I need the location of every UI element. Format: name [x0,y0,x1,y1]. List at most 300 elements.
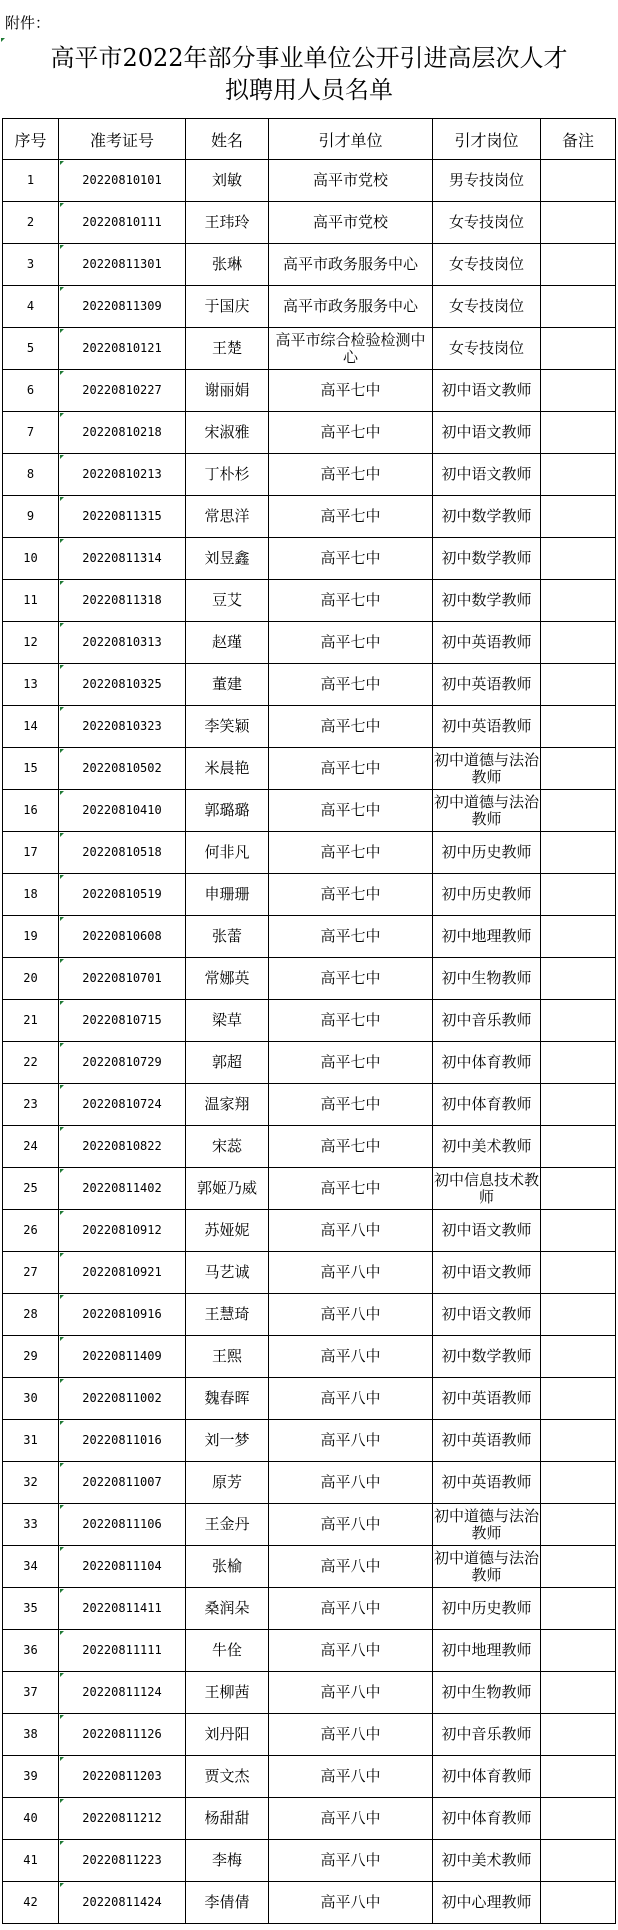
table-row [3,580,616,622]
person-name: 刘一梦 [186,1420,269,1462]
table-row [3,790,616,832]
exam-id: 20220811223 [59,1840,186,1882]
note [541,1294,616,1336]
post-name: 初中生物教师 [433,958,541,1000]
exam-id: 20220810822 [59,1126,186,1168]
note [541,706,616,748]
row-number: 26 [3,1210,59,1252]
post-name: 初中音乐教师 [433,1714,541,1756]
post-name: 女专技岗位 [433,286,541,328]
note [541,328,616,370]
unit-name: 高平七中 [269,454,433,496]
table-row [3,1756,616,1798]
unit-name: 高平七中 [269,832,433,874]
post-name: 女专技岗位 [433,328,541,370]
unit-name: 高平八中 [269,1630,433,1672]
note [541,1798,616,1840]
exam-id: 20220810325 [59,664,186,706]
exam-id: 20220811315 [59,496,186,538]
unit-name: 高平八中 [269,1798,433,1840]
note [541,1756,616,1798]
exam-id: 20220810921 [59,1252,186,1294]
exam-id: 20220810218 [59,412,186,454]
person-name: 于国庆 [186,286,269,328]
post-name: 女专技岗位 [433,202,541,244]
table-row [3,1882,616,1924]
post-name: 初中道德与法治教师 [433,1504,541,1546]
document-title [0,42,618,106]
row-number: 9 [3,496,59,538]
person-name: 马艺诚 [186,1252,269,1294]
table-row [3,1378,616,1420]
row-number: 22 [3,1042,59,1084]
unit-name: 高平八中 [269,1840,433,1882]
exam-id: 20220811411 [59,1588,186,1630]
exam-id: 20220811126 [59,1714,186,1756]
post-name: 初中英语教师 [433,1420,541,1462]
person-name: 谢丽娟 [186,370,269,412]
exam-id: 20220811002 [59,1378,186,1420]
person-name: 贾文杰 [186,1756,269,1798]
note [541,160,616,202]
note [541,664,616,706]
table-row [3,832,616,874]
person-name: 魏春晖 [186,1378,269,1420]
row-number: 13 [3,664,59,706]
row-number: 19 [3,916,59,958]
exam-id: 20220811402 [59,1168,186,1210]
table-row [3,1336,616,1378]
exam-id: 20220811409 [59,1336,186,1378]
row-number: 30 [3,1378,59,1420]
exam-id: 20220811111 [59,1630,186,1672]
note [541,1840,616,1882]
title-line-1: 高平市2022年部分事业单位公开引进高层次人才 [50,44,568,72]
post-name: 初中数学教师 [433,1336,541,1378]
note [541,202,616,244]
unit-name: 高平八中 [269,1378,433,1420]
unit-name: 高平市党校 [269,160,433,202]
exam-id: 20220810323 [59,706,186,748]
person-name: 温家翔 [186,1084,269,1126]
note [541,1252,616,1294]
note [541,790,616,832]
table-row [3,1420,616,1462]
row-number: 39 [3,1756,59,1798]
unit-name: 高平七中 [269,1168,433,1210]
unit-name: 高平八中 [269,1546,433,1588]
post-name: 初中语文教师 [433,1252,541,1294]
note [541,1378,616,1420]
exam-id: 20220810519 [59,874,186,916]
person-name: 董建 [186,664,269,706]
unit-name: 高平八中 [269,1672,433,1714]
post-name: 初中数学教师 [433,580,541,622]
exam-id: 20220811016 [59,1420,186,1462]
table-row [3,538,616,580]
exam-id: 20220811318 [59,580,186,622]
exam-id: 20220810729 [59,1042,186,1084]
note [541,1546,616,1588]
exam-id: 20220810715 [59,1000,186,1042]
note [541,958,616,1000]
post-name: 初中道德与法治教师 [433,790,541,832]
exam-id: 20220810313 [59,622,186,664]
table-row [3,622,616,664]
table-row [3,454,616,496]
row-number: 14 [3,706,59,748]
unit-name: 高平七中 [269,496,433,538]
row-number: 2 [3,202,59,244]
post-name: 初中语文教师 [433,412,541,454]
note [541,1882,616,1924]
person-name: 张琳 [186,244,269,286]
unit-name: 高平八中 [269,1756,433,1798]
table-row [3,1042,616,1084]
person-name: 刘昱鑫 [186,538,269,580]
note [541,1588,616,1630]
exam-id: 20220811007 [59,1462,186,1504]
post-name: 初中道德与法治教师 [433,748,541,790]
table-row [3,1462,616,1504]
row-number: 6 [3,370,59,412]
table-row [3,1630,616,1672]
column-header-no: 序号 [3,119,59,160]
post-name: 初中体育教师 [433,1756,541,1798]
person-name: 牛佺 [186,1630,269,1672]
row-number: 16 [3,790,59,832]
post-name: 初中心理教师 [433,1882,541,1924]
row-number: 33 [3,1504,59,1546]
post-name: 初中语文教师 [433,454,541,496]
exam-id: 20220811104 [59,1546,186,1588]
table-row [3,916,616,958]
person-name: 王慧琦 [186,1294,269,1336]
post-name: 初中英语教师 [433,1462,541,1504]
unit-name: 高平七中 [269,412,433,454]
post-name: 初中语文教师 [433,1294,541,1336]
unit-name: 高平七中 [269,370,433,412]
post-name: 初中音乐教师 [433,1000,541,1042]
person-name: 王楚 [186,328,269,370]
post-name: 初中历史教师 [433,874,541,916]
person-name: 常娜英 [186,958,269,1000]
person-name: 郭姬乃威 [186,1168,269,1210]
exam-id: 20220811106 [59,1504,186,1546]
exam-id: 20220810724 [59,1084,186,1126]
note [541,916,616,958]
unit-name: 高平八中 [269,1210,433,1252]
row-number: 11 [3,580,59,622]
exam-id: 20220810916 [59,1294,186,1336]
row-number: 31 [3,1420,59,1462]
person-name: 王玮玲 [186,202,269,244]
exam-id: 20220811314 [59,538,186,580]
row-number: 21 [3,1000,59,1042]
row-number: 10 [3,538,59,580]
person-name: 李梅 [186,1840,269,1882]
unit-name: 高平八中 [269,1714,433,1756]
unit-name: 高平八中 [269,1588,433,1630]
person-name: 王柳茜 [186,1672,269,1714]
row-number: 17 [3,832,59,874]
row-number: 32 [3,1462,59,1504]
row-number: 40 [3,1798,59,1840]
post-name: 初中语文教师 [433,370,541,412]
table-row [3,286,616,328]
unit-name: 高平七中 [269,1000,433,1042]
exam-id: 20220811301 [59,244,186,286]
table-row [3,1084,616,1126]
exam-id: 20220810912 [59,1210,186,1252]
note [541,370,616,412]
unit-name: 高平七中 [269,1126,433,1168]
post-name: 初中地理教师 [433,916,541,958]
note [541,1420,616,1462]
table-row [3,1000,616,1042]
exam-id: 20220810121 [59,328,186,370]
post-name: 初中美术教师 [433,1126,541,1168]
row-number: 36 [3,1630,59,1672]
table-row [3,1210,616,1252]
note [541,1126,616,1168]
person-name: 李倩倩 [186,1882,269,1924]
exam-id: 20220810518 [59,832,186,874]
unit-name: 高平七中 [269,622,433,664]
table-row [3,160,616,202]
post-name: 初中地理教师 [433,1630,541,1672]
unit-name: 高平八中 [269,1504,433,1546]
row-number: 25 [3,1168,59,1210]
unit-name: 高平七中 [269,916,433,958]
row-number: 5 [3,328,59,370]
table-row [3,202,616,244]
row-number: 4 [3,286,59,328]
table-row [3,1672,616,1714]
row-number: 37 [3,1672,59,1714]
note [541,1672,616,1714]
table-row [3,412,616,454]
note [541,496,616,538]
table-row [3,370,616,412]
row-number: 38 [3,1714,59,1756]
row-number: 20 [3,958,59,1000]
table-row [3,1126,616,1168]
post-name: 初中英语教师 [433,706,541,748]
person-name: 郭超 [186,1042,269,1084]
column-header-unit: 引才单位 [269,119,433,160]
note [541,1000,616,1042]
person-name: 丁朴杉 [186,454,269,496]
table-body [3,160,616,1924]
unit-name: 高平市党校 [269,202,433,244]
unit-name: 高平七中 [269,664,433,706]
table-header-row [3,119,616,160]
unit-name: 高平八中 [269,1420,433,1462]
post-name: 初中体育教师 [433,1798,541,1840]
unit-name: 高平七中 [269,538,433,580]
row-number: 28 [3,1294,59,1336]
table-row [3,958,616,1000]
note [541,1504,616,1546]
unit-name: 高平市综合检验检测中心 [269,328,433,370]
table-row [3,706,616,748]
note [541,286,616,328]
note [541,1210,616,1252]
table-row [3,496,616,538]
unit-name: 高平八中 [269,1294,433,1336]
exam-id: 20220810111 [59,202,186,244]
post-name: 初中道德与法治教师 [433,1546,541,1588]
exam-id: 20220810410 [59,790,186,832]
person-name: 张蕾 [186,916,269,958]
table-row [3,1798,616,1840]
column-header-exam-id: 准考证号 [59,119,186,160]
post-name: 初中历史教师 [433,1588,541,1630]
post-name: 男专技岗位 [433,160,541,202]
unit-name: 高平八中 [269,1462,433,1504]
note [541,874,616,916]
note [541,622,616,664]
table-row [3,748,616,790]
note [541,1462,616,1504]
person-name: 梁草 [186,1000,269,1042]
row-number: 3 [3,244,59,286]
person-name: 张榆 [186,1546,269,1588]
note [541,1042,616,1084]
exam-id: 20220811424 [59,1882,186,1924]
person-name: 原芳 [186,1462,269,1504]
unit-name: 高平七中 [269,1084,433,1126]
row-number: 23 [3,1084,59,1126]
unit-name: 高平七中 [269,706,433,748]
person-name: 宋蕊 [186,1126,269,1168]
person-name: 赵瑾 [186,622,269,664]
post-name: 初中信息技术教师 [433,1168,541,1210]
post-name: 初中生物教师 [433,1672,541,1714]
row-number: 12 [3,622,59,664]
post-name: 初中英语教师 [433,1378,541,1420]
post-name: 初中数学教师 [433,496,541,538]
unit-name: 高平七中 [269,874,433,916]
table-row [3,874,616,916]
title-line-2: 拟聘用人员名单 [225,76,393,104]
exam-id: 20220810227 [59,370,186,412]
note [541,538,616,580]
post-name: 初中历史教师 [433,832,541,874]
person-name: 苏娅妮 [186,1210,269,1252]
person-name: 王熙 [186,1336,269,1378]
post-name: 初中体育教师 [433,1042,541,1084]
table-row [3,664,616,706]
unit-name: 高平七中 [269,748,433,790]
row-number: 41 [3,1840,59,1882]
person-name: 常思洋 [186,496,269,538]
note [541,580,616,622]
unit-name: 高平七中 [269,790,433,832]
person-name: 李笑颖 [186,706,269,748]
post-name: 初中英语教师 [433,664,541,706]
post-name: 初中数学教师 [433,538,541,580]
note [541,832,616,874]
exam-id: 20220811203 [59,1756,186,1798]
exam-id: 20220810101 [59,160,186,202]
unit-name: 高平市政务服务中心 [269,244,433,286]
exam-id: 20220811124 [59,1672,186,1714]
note [541,1336,616,1378]
row-number: 18 [3,874,59,916]
table-row [3,1294,616,1336]
person-name: 豆艾 [186,580,269,622]
person-name: 刘敏 [186,160,269,202]
exam-id: 20220810502 [59,748,186,790]
exam-id: 20220810608 [59,916,186,958]
table-row [3,1252,616,1294]
person-name: 王金丹 [186,1504,269,1546]
table-row [3,1840,616,1882]
table-row [3,244,616,286]
unit-name: 高平八中 [269,1882,433,1924]
row-number: 27 [3,1252,59,1294]
row-number: 42 [3,1882,59,1924]
unit-name: 高平八中 [269,1336,433,1378]
table-row [3,1588,616,1630]
person-name: 刘丹阳 [186,1714,269,1756]
post-name: 初中美术教师 [433,1840,541,1882]
person-name: 桑润朵 [186,1588,269,1630]
column-header-name: 姓名 [186,119,269,160]
exam-id: 20220810213 [59,454,186,496]
exam-id: 20220811212 [59,1798,186,1840]
note [541,1714,616,1756]
post-name: 初中英语教师 [433,622,541,664]
person-name: 宋淑雅 [186,412,269,454]
note [541,454,616,496]
table-row [3,1168,616,1210]
exam-id: 20220810701 [59,958,186,1000]
row-number: 15 [3,748,59,790]
note [541,1168,616,1210]
table-row [3,1546,616,1588]
note [541,1630,616,1672]
row-number: 1 [3,160,59,202]
note [541,1084,616,1126]
unit-name: 高平七中 [269,958,433,1000]
note [541,748,616,790]
person-name: 米晨艳 [186,748,269,790]
unit-name: 高平市政务服务中心 [269,286,433,328]
row-number: 7 [3,412,59,454]
unit-name: 高平八中 [269,1252,433,1294]
row-number: 34 [3,1546,59,1588]
table-row [3,328,616,370]
row-number: 29 [3,1336,59,1378]
post-name: 女专技岗位 [433,244,541,286]
row-number: 24 [3,1126,59,1168]
person-name: 杨甜甜 [186,1798,269,1840]
post-name: 初中语文教师 [433,1210,541,1252]
exam-id: 20220811309 [59,286,186,328]
personnel-table [2,118,616,1924]
unit-name: 高平七中 [269,580,433,622]
person-name: 何非凡 [186,832,269,874]
note [541,412,616,454]
row-number: 35 [3,1588,59,1630]
attachment-label: 附件： [5,14,51,32]
unit-name: 高平七中 [269,1042,433,1084]
row-number: 8 [3,454,59,496]
column-header-note: 备注 [541,119,616,160]
